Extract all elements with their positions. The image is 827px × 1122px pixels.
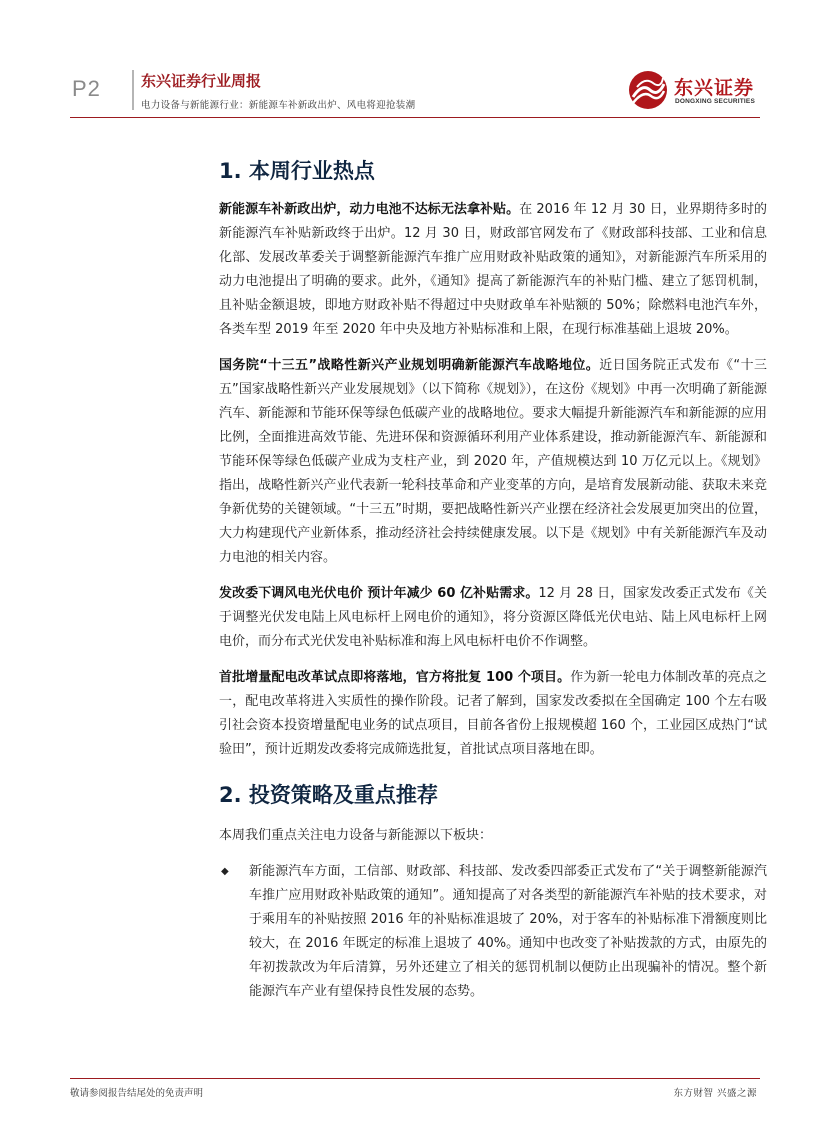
section-heading-strategy: 2. 投资策略及重点推荐 — [219, 783, 438, 807]
paragraph-text: 在 2016 年 12 月 30 日，业界期待多时的新能源汽车补贴新政终于出炉。12 月 30 日，财政部官网发布了《财政部科技部、工业和信息化部、发展改革委关于调整新能源汽车推广应用财政补贴政策的通知》，对新能源汽车所采用的动力电池提出了明确的要求。此外，《通知》提高了新能源汽车的补贴门槛、建立了惩罚机制，且补贴金额退坡，即地方财政补贴不得超过中央财政单车补贴额的 50%；除燃料电池汽车外，各类车型 2019 年至 2020 年中央及地方补贴标准和上限，在现行标准基础上退坡 20%。 — [219, 202, 767, 337]
section-heading-hotspots: 1. 本周行业热点 — [219, 159, 375, 183]
paragraph-text: 作为新一轮电力体制改革的亮点之一，配电改革将进入实质性的操作阶段。记者了解到，国家发改委拟在全国确定 100 个左右吸引社会资本投资增量配电业务的试点项目，目前各省份上报规模超 160 个，工业园区成热门“试验田”，预计近期发改委将完成筛选批复，首批试点项目落地在即。 — [219, 670, 767, 757]
news-paragraph — [219, 666, 767, 762]
footer-rule — [70, 1078, 760, 1079]
paragraph-lead: 发改委下调风电光伏电价 预计年减少 60 亿补贴需求。 — [219, 586, 539, 601]
paragraph-lead: 国务院“十三五”战略性新兴产业规划明确新能源汽车战略地位。 — [219, 358, 600, 373]
footer-disclaimer: 敬请参阅报告结尾处的免责声明 — [70, 1088, 204, 1099]
paragraph-lead: 新能源车补新政出炉，动力电池不达标无法拿补贴。 — [219, 202, 520, 217]
section-intro: 本周我们重点关注电力设备与新能源以下板块： — [219, 828, 493, 843]
report-subtitle: 电力设备与新能源行业：新能源车补新政出炉、风电将迎抢装潮 — [141, 100, 416, 111]
header-divider — [132, 70, 134, 110]
news-paragraph — [219, 354, 767, 570]
logo-text-cn: 东兴证券 — [674, 77, 755, 99]
report-title: 东兴证券行业周报 — [141, 72, 262, 90]
paragraph-lead: 首批增量配电改革试点即将落地，官方将批复 100 个项目。 — [219, 670, 571, 685]
footer-slogan: 东方财智 兴盛之源 — [673, 1088, 757, 1099]
main-content — [219, 150, 767, 1004]
company-logo — [628, 70, 778, 114]
list-item — [219, 860, 767, 1004]
logo-text-en: DONGXING SECURITIES — [675, 98, 756, 105]
header-rule — [70, 117, 760, 118]
news-paragraph — [219, 582, 767, 654]
page-number: P2 — [72, 76, 101, 101]
news-paragraph — [219, 198, 767, 342]
logo-mark-icon — [628, 70, 668, 110]
diamond-bullet-icon: ◆ — [221, 866, 229, 877]
bullet-text: 新能源汽车方面，工信部、财政部、科技部、发改委四部委正式发布了“关于调整新能源汽车推广应用财政补贴政策的通知”。通知提高了对各类型的新能源汽车补贴的技术要求，对于乘用车的补贴按照 2016 年的补贴标准退坡了 20%，对于客车的补贴标准下滑额度则比较大，在 2016 年既定的标准上退坡了 40%。通知中也改变了补贴拨款的方式，由原先的年初拨款改为年后清算，另外还建立了相关的惩罚机制以便防止出现骗补的情况。整个新能源汽车产业有望保持良性发展的态势。 — [249, 864, 767, 999]
paragraph-text: 近日国务院正式发布《“十三五”国家战略性新兴产业发展规划》（以下简称《规划》），在这份《规划》中再一次明确了新能源汽车、新能源和节能环保等绿色低碳产业的战略地位。要求大幅提升新能源汽车和新能源的应用比例，全面推进高效节能、先进环保和资源循环利用产业体系建设，推动新能源汽车、新能源和节能环保等绿色低碳产业成为支柱产业，到 2020 年，产值规模达到 10 万亿元以上。《规划》指出，战略性新兴产业代表新一轮科技革命和产业变革的方向，是培育发展新动能、获取未来竞争新优势的关键领域。“十三五”时期，要把战略性新兴产业摆在经济社会发展更加突出的位置，大力构建现代产业新体系，推动经济社会持续健康发展。以下是《规划》中有关新能源汽车及动力电池的相关内容。 — [219, 358, 767, 565]
paragraph-text: 12 月 28 日，国家发改委正式发布《关于调整光伏发电陆上风电标杆上网电价的通知》，将分资源区降低光伏电站、陆上风电标杆上网电价，而分布式光伏发电补贴标准和海上风电标杆电价不作调整。 — [219, 586, 767, 649]
page-header — [0, 0, 827, 130]
